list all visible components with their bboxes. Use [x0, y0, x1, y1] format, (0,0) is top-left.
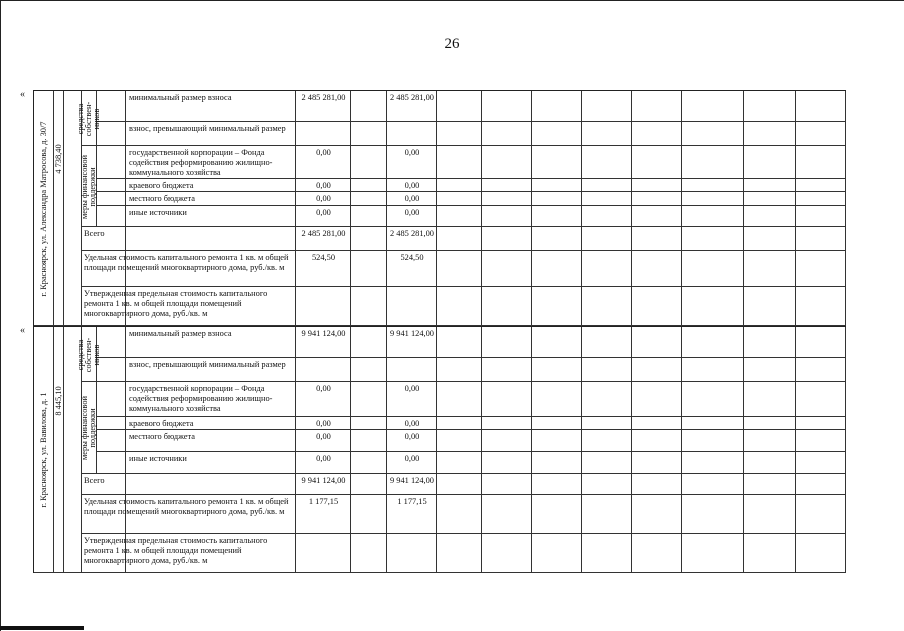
address-vertical-text: г. Красноярск, ул. Александра Матросова, д. 30/7	[39, 121, 48, 296]
row-label-total: Всего	[84, 476, 105, 485]
grid-line-v	[481, 91, 482, 326]
row-value-1-total: 2 485 281,00	[301, 229, 346, 238]
grid-line-v	[436, 91, 437, 326]
row-value-1-limit_cost	[298, 536, 349, 573]
row-value-1-min_fee: 9 941 124,00	[301, 329, 346, 338]
row-value-1-regional: 0,00	[316, 419, 331, 428]
grid-line-h	[82, 381, 97, 382]
grid-line-v	[795, 327, 796, 573]
row-value-2-local: 0,00	[404, 194, 420, 203]
row-value-1-unit_cost: 1 177,15	[308, 497, 339, 506]
row-value-1-over_min	[298, 124, 349, 146]
row-value-2-total: 9 941 124,00	[390, 476, 434, 485]
group-own-funds: средства собствен- ников	[76, 337, 101, 372]
row-label-limit_cost: Утвержденная предельная стоимость капитального ремонта 1 кв. м общей площади помещений многоквартирного дома, руб./кв. м	[84, 289, 268, 318]
grid-line-v	[681, 91, 682, 326]
quote-mark-1: «	[20, 89, 25, 100]
row-label-regional: краевого бюджета	[129, 419, 194, 428]
grid-line-v	[581, 91, 582, 326]
grid-line-h	[82, 145, 97, 146]
row-value-2-over_min	[389, 124, 435, 146]
row-label-min_fee: минимальный размер взноса	[129, 93, 232, 102]
row-value-2-other: 0,00	[404, 208, 420, 217]
grid-line-v	[681, 327, 682, 573]
row-value-1-total: 9 941 124,00	[301, 476, 346, 485]
row-value-1-other: 0,00	[316, 454, 331, 463]
address-vertical-text: г. Красноярск, ул. Вавилова, д. 1	[39, 392, 48, 508]
row-value-2-total: 2 485 281,00	[390, 229, 434, 238]
grid-line-v	[436, 327, 437, 573]
grid-line-v	[386, 91, 387, 326]
grid-line-v	[631, 91, 632, 326]
grid-line-v	[295, 327, 296, 573]
row-label-total: Всего	[84, 229, 105, 238]
grid-line-v	[845, 327, 846, 573]
row-label-local: местного бюджета	[129, 432, 196, 441]
row-label-fund: государственной корпорации – Фонда содействия реформированию жилищно-коммунального хозяйства	[129, 384, 273, 413]
grid-line-v	[386, 327, 387, 573]
row-label-local: местного бюджета	[129, 194, 196, 203]
row-value-2-fund: 0,00	[404, 148, 420, 157]
row-value-1-unit_cost: 524,50	[311, 253, 336, 262]
grid-line-v	[531, 327, 532, 573]
quote-mark-2: «	[20, 325, 25, 336]
row-label-other: иные источники	[129, 208, 187, 217]
grid-line-v	[53, 91, 54, 326]
row-value-1-min_fee: 2 485 281,00	[301, 93, 346, 102]
row-value-2-regional: 0,00	[404, 181, 420, 190]
grid-line-v	[631, 327, 632, 573]
row-value-1-local: 0,00	[316, 194, 331, 203]
group-financial-support: меры финансовой поддержки	[80, 396, 97, 460]
row-label-other: иные источники	[129, 454, 187, 463]
grid-line-v	[845, 91, 846, 326]
row-value-2-min_fee: 9 941 124,00	[390, 329, 434, 338]
row-value-2-unit_cost: 524,50	[400, 253, 424, 262]
grid-line-v	[295, 91, 296, 326]
table-block-1	[33, 90, 846, 326]
row-label-unit_cost: Удельная стоимость капитального ремонта 1 кв. м общей площади помещений многоквартирного дома, руб./кв. м	[84, 497, 289, 516]
row-value-2-unit_cost: 1 177,15	[397, 497, 427, 506]
row-label-regional: краевого бюджета	[129, 181, 194, 190]
row-value-2-limit_cost	[389, 289, 435, 326]
row-value-2-regional: 0,00	[404, 419, 420, 428]
grid-line-v	[743, 91, 744, 326]
grid-line-v	[63, 91, 64, 326]
grid-line-v	[63, 327, 64, 573]
area-vertical-text: 4 738,40	[54, 144, 63, 174]
group-own-funds: средства собствен- ников	[76, 101, 101, 136]
row-label-min_fee: минимальный размер взноса	[129, 329, 232, 338]
grid-line-v	[581, 327, 582, 573]
row-value-1-regional: 0,00	[316, 181, 331, 190]
row-value-1-local: 0,00	[316, 432, 331, 441]
row-label-unit_cost: Удельная стоимость капитального ремонта 1 кв. м общей площади помещений многоквартирного дома, руб./кв. м	[84, 253, 289, 272]
row-value-2-other: 0,00	[404, 454, 420, 463]
row-value-2-over_min	[389, 360, 435, 382]
grid-line-v	[481, 327, 482, 573]
group-financial-support: меры финансовой поддержки	[80, 154, 97, 219]
grid-line-v	[795, 91, 796, 326]
grid-line-v	[743, 327, 744, 573]
grid-line-v	[53, 327, 54, 573]
row-value-1-fund: 0,00	[316, 384, 331, 393]
row-value-2-local: 0,00	[404, 432, 420, 441]
row-value-1-over_min	[298, 360, 349, 382]
row-value-1-other: 0,00	[316, 208, 331, 217]
row-value-1-fund: 0,00	[316, 148, 331, 157]
row-label-over_min: взнос, превышающий минимальный размер	[129, 124, 286, 133]
page-bottom-bar	[0, 626, 84, 630]
grid-line-v	[350, 327, 351, 573]
table-block-2	[33, 326, 846, 573]
row-value-1-limit_cost	[298, 289, 349, 326]
row-label-over_min: взнос, превышающий минимальный размер	[129, 360, 286, 369]
row-label-fund: государственной корпорации – Фонда содействия реформированию жилищно-коммунального хозяйства	[129, 148, 273, 177]
page-number: 26	[444, 36, 460, 52]
grid-line-v	[350, 91, 351, 326]
row-value-2-min_fee: 2 485 281,00	[390, 93, 434, 102]
row-label-limit_cost: Утвержденная предельная стоимость капитального ремонта 1 кв. м общей площади помещений многоквартирного дома, руб./кв. м	[84, 536, 268, 565]
row-value-2-limit_cost	[389, 536, 435, 573]
row-value-2-fund: 0,00	[404, 384, 420, 393]
area-vertical-text: 8 445,10	[54, 385, 63, 416]
grid-line-v	[531, 91, 532, 326]
